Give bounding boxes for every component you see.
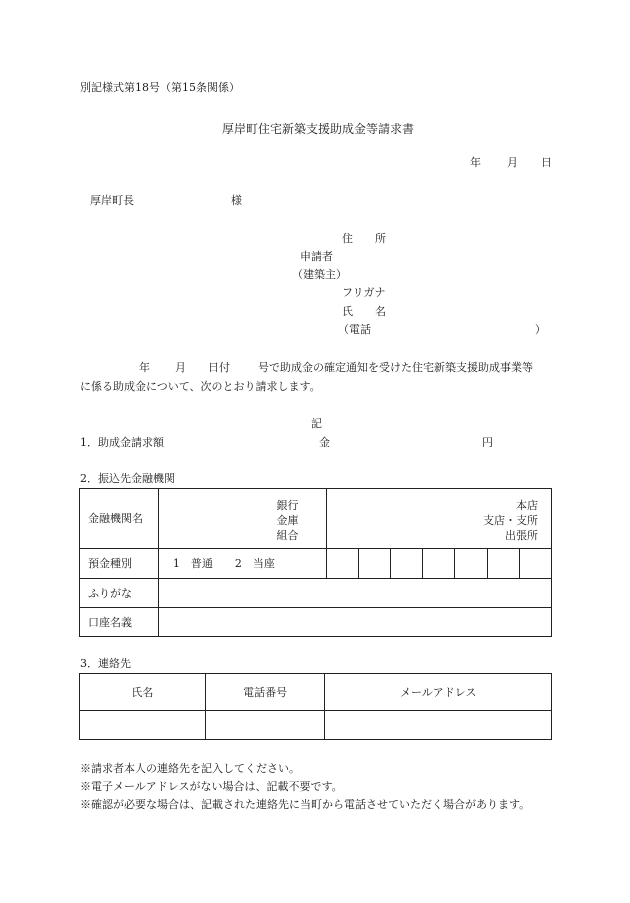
form-number: 別記様式第18号（第15条関係）	[80, 81, 240, 94]
section1-kin: 金	[319, 436, 330, 449]
account-name-label: 口座名義	[88, 615, 132, 629]
institution-label: 金融機関名	[88, 512, 143, 525]
contact-name-field[interactable]	[80, 711, 206, 740]
bank-table	[79, 488, 552, 637]
branch-type-honten: 本店	[516, 499, 538, 512]
contact-table	[79, 673, 552, 740]
account-digit-box[interactable]	[390, 549, 422, 578]
furigana-label-cell	[80, 579, 159, 608]
note-1: ※請求者本人の連絡先を記入してください。	[80, 762, 300, 775]
branch-type-shiten: 支店・支所	[483, 514, 538, 527]
furigana-label: フリガナ	[342, 286, 386, 299]
name-label: 氏 名	[342, 305, 386, 318]
account-digit-box[interactable]	[422, 549, 454, 578]
ki-label: 記	[311, 417, 322, 430]
account-digit-box[interactable]	[327, 549, 358, 578]
note-3: ※確認が必要な場合は、記載された連絡先に当町から電話させていただく場合があります。	[80, 798, 531, 811]
deposit-type-cell[interactable]	[158, 549, 326, 579]
section1-label: 1．助成金請求額	[80, 436, 164, 449]
body-day: 日付	[208, 361, 230, 374]
bank-type-kumiai: 組合	[276, 529, 299, 542]
contact-header-phone: 電話番号	[205, 674, 325, 711]
addressee-name: 厚岸町長	[90, 194, 134, 207]
date-month: 月	[507, 156, 518, 169]
addressee-honorific: 様	[231, 194, 242, 207]
body-line2: に係る助成金について、次のとおり請求します。	[80, 380, 321, 393]
account-number-cell[interactable]	[326, 549, 551, 579]
body-year: 年	[139, 361, 150, 374]
bank-type-kinko: 金庫	[276, 514, 299, 527]
account-name-field[interactable]	[158, 608, 551, 637]
account-digit-box[interactable]	[358, 549, 390, 578]
contact-email-field[interactable]	[325, 711, 552, 740]
applicant-label: 申請者	[300, 250, 333, 263]
contact-header-email: メールアドレス	[325, 674, 552, 711]
section2-label: 2．振込先金融機関	[80, 472, 175, 485]
deposit-type-label-cell	[80, 549, 159, 579]
account-digit-box[interactable]	[454, 549, 486, 578]
note-2: ※電子メールアドレスがない場合は、記載不要です。	[80, 780, 343, 793]
body-month: 月	[175, 361, 186, 374]
account-furigana-label: ふりがな	[88, 586, 132, 600]
contact-header-name: 氏名	[80, 674, 206, 711]
date-year: 年	[470, 156, 481, 169]
bank-type-bank: 銀行	[276, 499, 299, 512]
section3-label: 3．連絡先	[80, 657, 131, 670]
branch-name-cell[interactable]	[326, 489, 551, 549]
branch-type-shucchojo: 出張所	[505, 529, 538, 542]
account-digit-box[interactable]	[519, 549, 551, 578]
institution-name-cell[interactable]	[158, 489, 326, 549]
phone-close: ）	[535, 323, 546, 336]
contact-phone-field[interactable]	[205, 711, 325, 740]
builder-label: （建築主）	[292, 268, 347, 281]
address-label: 住 所	[342, 232, 386, 245]
section1-yen: 円	[482, 436, 493, 449]
form-title: 厚岸町住宅新築支援助成金等請求書	[222, 122, 415, 136]
phone-open: （電話	[338, 323, 371, 336]
account-name-label-cell	[80, 608, 159, 637]
account-furigana-field[interactable]	[158, 579, 551, 608]
account-digit-box[interactable]	[487, 549, 519, 578]
deposit-type-label: 預金種別	[88, 557, 132, 570]
body-line1: 号で助成金の確定通知を受けた住宅新築支援助成事業等	[258, 361, 533, 374]
account-number-boxes	[327, 549, 551, 578]
date-day: 日	[541, 156, 552, 169]
deposit-options: 1 普通 2 当座	[172, 557, 275, 570]
institution-label-cell	[80, 489, 159, 549]
